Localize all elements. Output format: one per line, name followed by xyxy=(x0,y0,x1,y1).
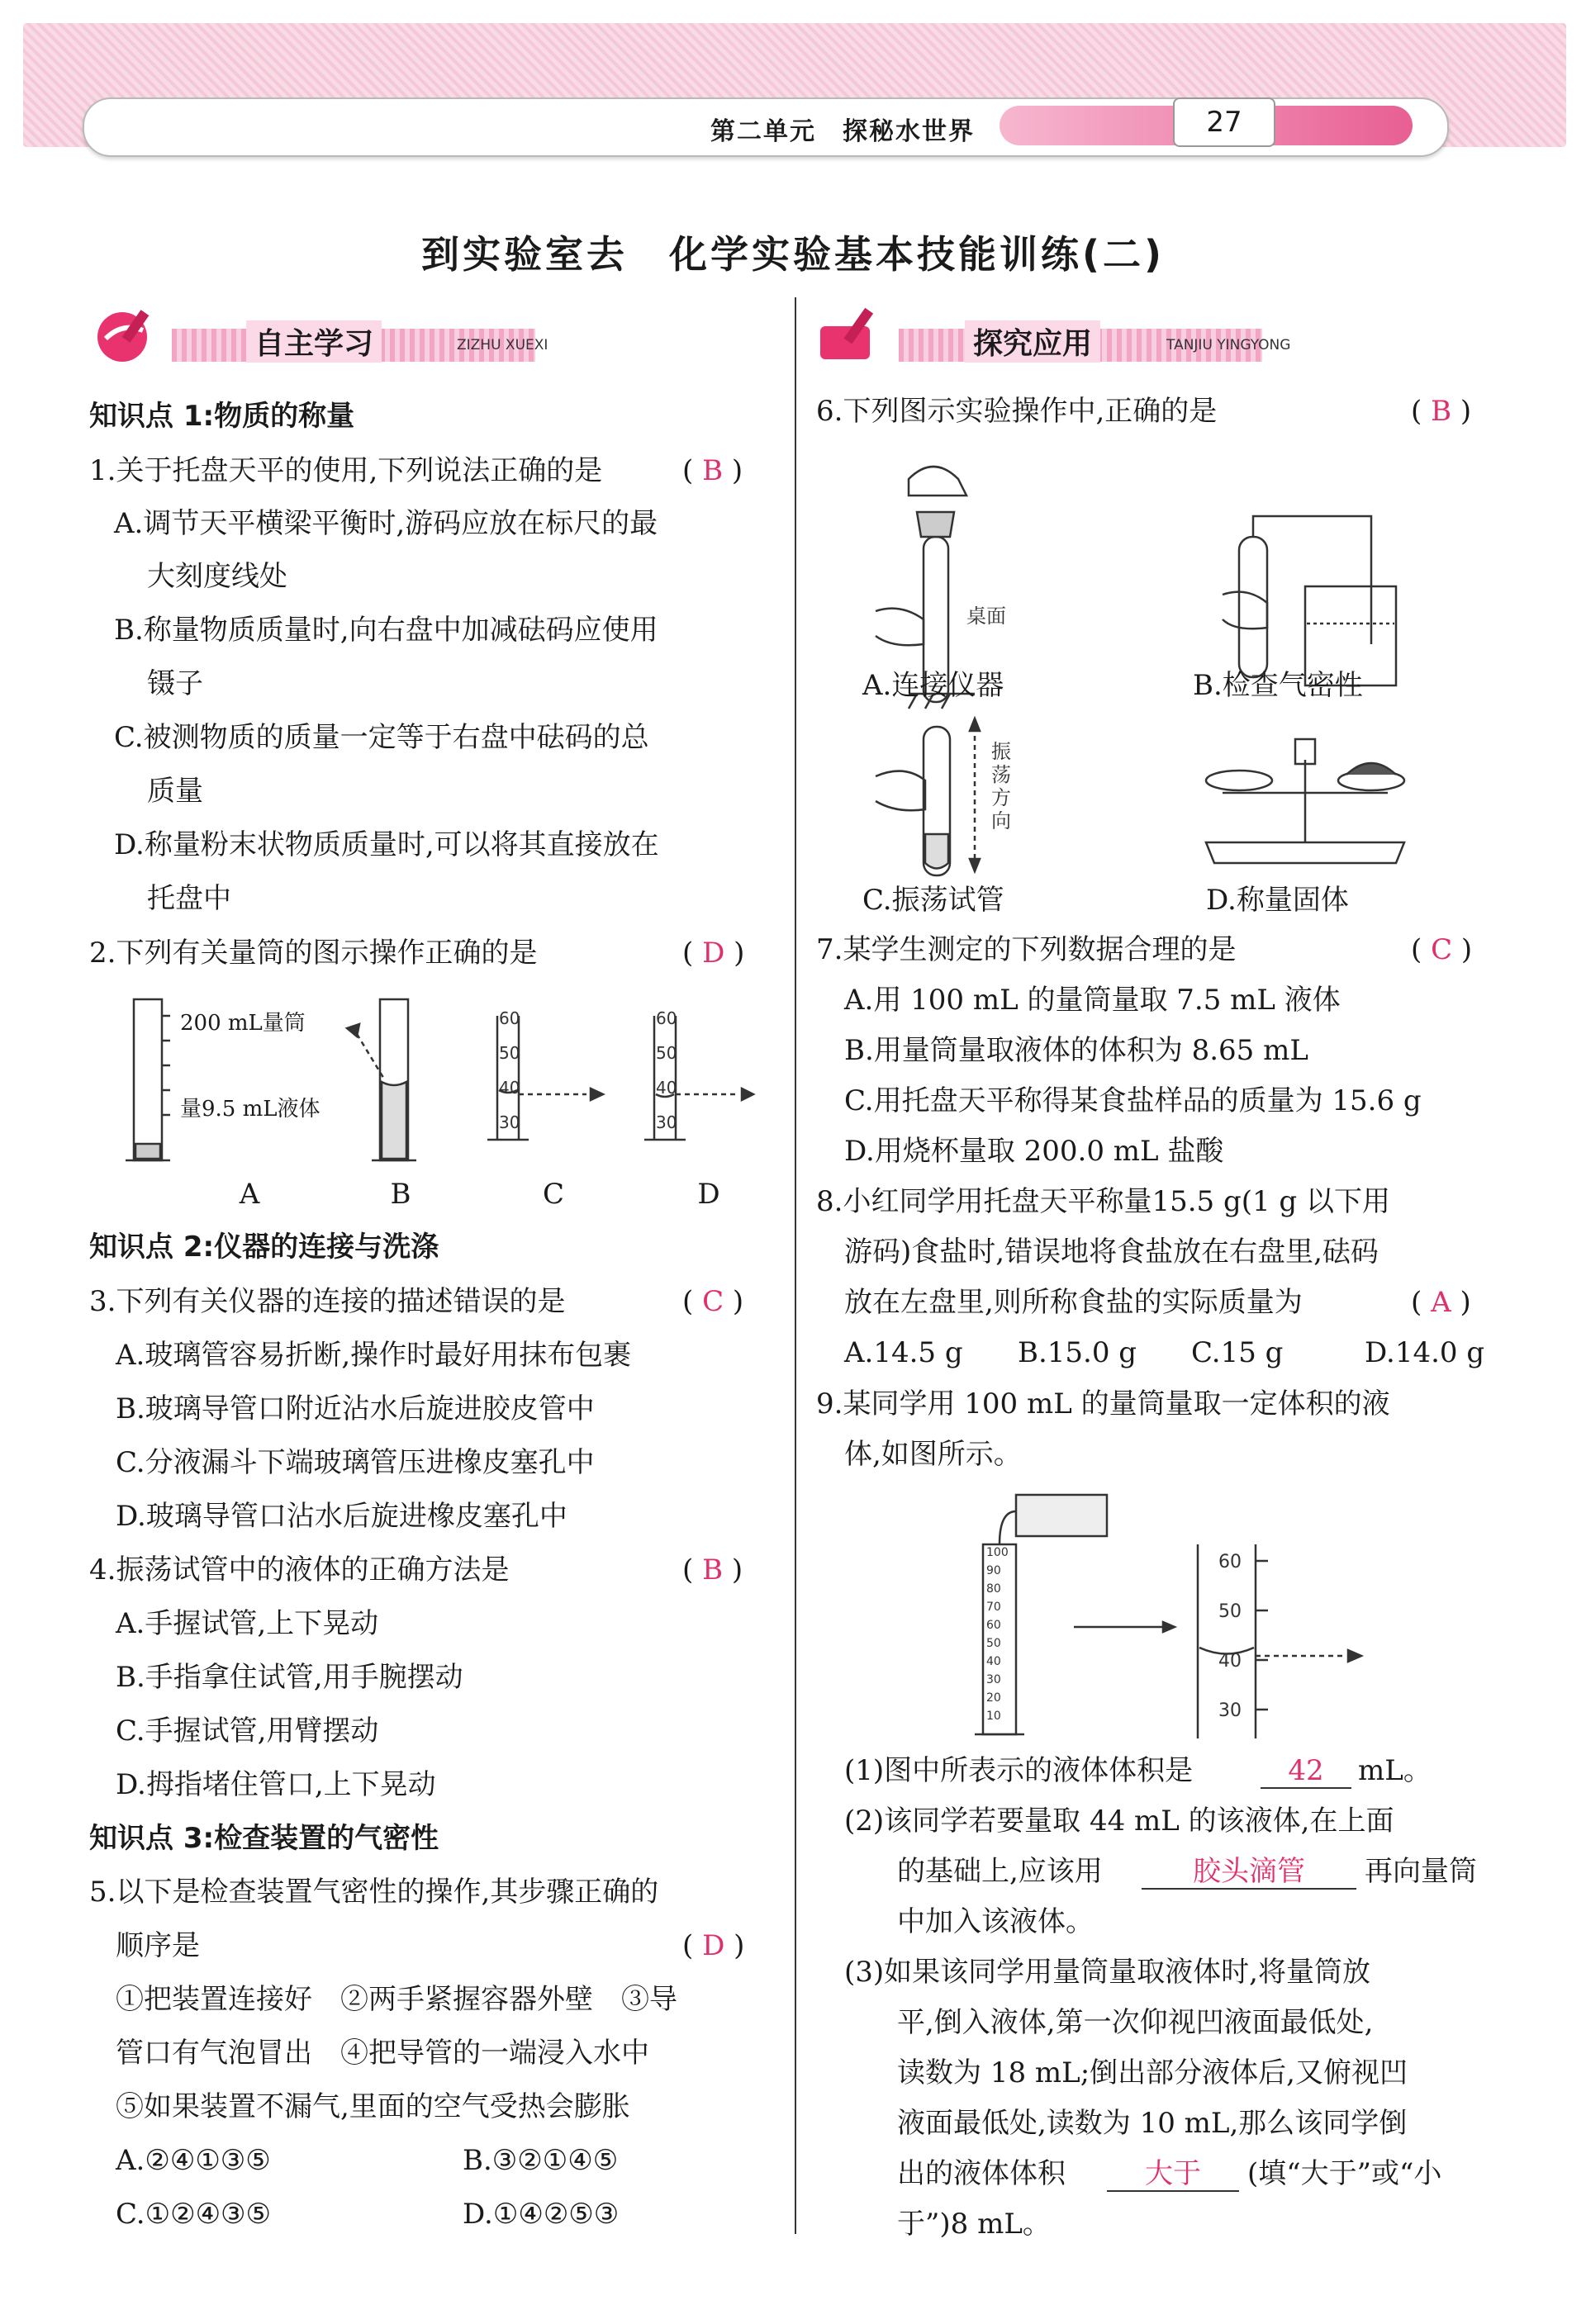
tick-label: 50 xyxy=(499,1043,520,1063)
q7-line: D.用烧杯量取 200.0 mL 盐酸 xyxy=(844,1135,1224,1168)
q5-option: B.③②①④⑤ xyxy=(463,2144,619,2177)
q4-line: D.拇指堵住管口,上下晃动 xyxy=(116,1768,436,1801)
knowledge-point-1: 知识点 1:物质的称量 xyxy=(89,400,355,433)
zoom-tick: 30 xyxy=(1218,1700,1242,1721)
big-tick: 40 xyxy=(986,1655,1001,1668)
q2-option: C xyxy=(542,1178,564,1211)
q1-line: A.调节天平横梁平衡时,游码应放在标尺的最 xyxy=(114,507,658,540)
q2-answer: ( D ) xyxy=(682,937,745,970)
q7-line: B.用量筒量取液体的体积为 8.65 mL xyxy=(844,1034,1308,1067)
q6-caption: C.振荡试管 xyxy=(862,884,1004,917)
big-tick: 20 xyxy=(986,1691,1001,1705)
big-tick: 100 xyxy=(986,1546,1009,1559)
section-header-self-study xyxy=(89,306,651,363)
pencil-icon xyxy=(816,306,890,363)
q4-stem: 4.振荡试管中的液体的正确方法是 xyxy=(89,1553,510,1586)
tick-label: 40 xyxy=(499,1078,520,1098)
q9-p2-after: 再向量筒 xyxy=(1365,1855,1477,1888)
column-divider xyxy=(795,297,796,2234)
q4-answer: ( B ) xyxy=(682,1553,743,1586)
desk-label: 桌面 xyxy=(966,605,1006,628)
q8-line: 8.小红同学用托盘天平称量15.5 g(1 g 以下用 xyxy=(816,1185,1390,1218)
q6-stem: 6.下列图示实验操作中,正确的是 xyxy=(816,395,1218,428)
q3-line: A.玻璃管容易折断,操作时最好用抹布包裹 xyxy=(116,1339,632,1372)
q8-answer: ( A ) xyxy=(1411,1286,1471,1319)
q9-p1-text: (1)图中所表示的液体体积是 xyxy=(844,1754,1194,1787)
q6-caption: D.称量固体 xyxy=(1206,884,1349,917)
big-tick: 50 xyxy=(986,1637,1001,1650)
q4-line: A.手握试管,上下晃动 xyxy=(116,1607,379,1640)
q1-line: B.称量物质质量时,向右盘中加减砝码应使用 xyxy=(114,614,658,647)
q3-line: D.玻璃导管口沾水后旋进橡皮塞孔中 xyxy=(116,1500,567,1533)
big-tick: 90 xyxy=(986,1564,1001,1577)
q9-p2-blank: 胶头滴管 xyxy=(1142,1855,1356,1890)
shake-char: 向 xyxy=(991,809,1011,832)
shake-char: 荡 xyxy=(991,763,1011,786)
q5-option: A.②④①③⑤ xyxy=(116,2144,271,2177)
q1-answer: ( B ) xyxy=(682,454,743,487)
tick-label: 50 xyxy=(656,1043,677,1063)
q1-line: 托盘中 xyxy=(147,882,231,915)
q9-line: 体,如图所示。 xyxy=(844,1438,1022,1471)
q7-line: C.用托盘天平称得某食盐样品的质量为 15.6 g xyxy=(844,1084,1422,1117)
q7-stem: 7.某学生测定的下列数据合理的是 xyxy=(816,933,1237,966)
q9-p2-line: (2)该同学若要量取 44 mL 的该液体,在上面 xyxy=(844,1805,1394,1838)
q1-line: D.称量粉末状物质质量时,可以将其直接放在 xyxy=(114,828,659,861)
section-en: TANJIU YINGYONG xyxy=(1166,337,1291,353)
q5-stem: 5.以下是检查装置气密性的操作,其步骤正确的 xyxy=(89,1876,659,1909)
q2-liquid-label: 量9.5 mL液体 xyxy=(180,1097,321,1122)
tick-label: 30 xyxy=(656,1112,677,1132)
q4-line: C.手握试管,用臂摆动 xyxy=(116,1715,379,1748)
q9-cylinder-diagram xyxy=(975,1487,1404,1743)
tick-label: 40 xyxy=(656,1078,677,1098)
q1-line: 镊子 xyxy=(147,667,203,700)
q2-option: A xyxy=(239,1178,260,1211)
q3-line: B.玻璃导管口附近沾水后旋进胶皮管中 xyxy=(116,1392,595,1425)
q1-stem: 1.关于托盘天平的使用,下列说法正确的是 xyxy=(89,454,603,487)
section-header-explore xyxy=(816,306,1378,363)
q5-step-line: ⑤如果装置不漏气,里面的空气受热会膨胀 xyxy=(116,2090,630,2123)
q9-p2-line: 中加入该液体。 xyxy=(897,1905,1094,1938)
knowledge-point-3: 知识点 3:检查装置的气密性 xyxy=(89,1822,439,1855)
q8-option: B.15.0 g xyxy=(1018,1336,1137,1369)
section-label: 自主学习 xyxy=(246,320,382,363)
big-tick: 10 xyxy=(986,1710,1001,1723)
q8-option: C.15 g xyxy=(1191,1336,1284,1369)
q5-step-line: 管口有气泡冒出 ④把导管的一端浸入水中 xyxy=(116,2037,649,2070)
q9-p3-line: 平,倒入液体,第一次仰视凹液面最低处, xyxy=(897,2006,1374,2039)
section-en: ZIZHU XUEXI xyxy=(457,337,548,353)
q2-option: D xyxy=(697,1178,720,1211)
tick-label: 30 xyxy=(499,1112,520,1132)
q9-p3-line: 于”)8 mL。 xyxy=(897,2208,1051,2241)
q2-cylinder-label: 200 mL量筒 xyxy=(180,1011,306,1036)
q5-step-line: ①把装置连接好 ②两手紧握容器外壁 ③导 xyxy=(116,1983,677,2016)
q5-stem-2: 顺序是 xyxy=(116,1929,200,1962)
zoom-tick: 50 xyxy=(1218,1601,1242,1622)
q3-stem: 3.下列有关仪器的连接的描述错误的是 xyxy=(89,1285,566,1318)
q3-answer: ( C ) xyxy=(682,1285,744,1318)
shake-char: 方 xyxy=(991,786,1011,809)
zoom-tick: 40 xyxy=(1218,1651,1242,1672)
q9-p3-after: (填“大于”或“小 xyxy=(1247,2157,1442,2190)
q5-answer: ( D ) xyxy=(682,1929,745,1962)
q8-line: 放在左盘里,则所称食盐的实际质量为 xyxy=(844,1286,1303,1319)
big-tick: 30 xyxy=(986,1673,1001,1686)
big-tick: 60 xyxy=(986,1619,1001,1632)
q9-p3-blank: 大于 xyxy=(1107,2157,1239,2192)
q6-caption: A.连接仪器 xyxy=(862,669,1004,702)
q8-option: D.14.0 g xyxy=(1365,1336,1485,1369)
q9-p3-text: 出的液体体积 xyxy=(897,2157,1066,2190)
q2-stem: 2.下列有关量筒的图示操作正确的是 xyxy=(89,937,538,970)
q6-caption: B.检查气密性 xyxy=(1193,669,1363,702)
zoom-tick: 60 xyxy=(1218,1552,1242,1572)
q1-line: 大刻度线处 xyxy=(147,560,287,593)
big-tick: 70 xyxy=(986,1601,1001,1614)
q2-option: B xyxy=(390,1178,411,1211)
q9-p3-line: (3)如果该同学用量筒量取液体时,将量筒放 xyxy=(844,1956,1370,1989)
tick-label: 60 xyxy=(499,1008,520,1028)
q9-line: 9.某同学用 100 mL 的量筒量取一定体积的液 xyxy=(816,1387,1390,1420)
knowledge-point-2: 知识点 2:仪器的连接与洗涤 xyxy=(89,1231,439,1264)
q8-option: A.14.5 g xyxy=(844,1336,963,1369)
q1-line: C.被测物质的质量一定等于右盘中砝码的总 xyxy=(114,721,649,754)
page-number: 27 xyxy=(1173,97,1275,147)
pencil-icon xyxy=(89,306,164,363)
q9-p3-line: 读数为 18 mL;倒出部分液体后,又俯视凹 xyxy=(897,2056,1408,2089)
section-label: 探究应用 xyxy=(965,320,1100,363)
shake-char: 振 xyxy=(991,740,1011,763)
q5-option: D.①④②⑤③ xyxy=(463,2198,620,2231)
q1-line: 质量 xyxy=(147,775,203,808)
q8-line: 游码)食盐时,错误地将食盐放在右盘里,砝码 xyxy=(844,1236,1379,1269)
q4-line: B.手指拿住试管,用手腕摆动 xyxy=(116,1661,463,1694)
page-title: 到实验室去 化学实验基本技能训练(二) xyxy=(420,232,1166,277)
q6-answer: ( B ) xyxy=(1411,395,1472,428)
q7-line: A.用 100 mL 的量筒量取 7.5 mL 液体 xyxy=(844,984,1341,1017)
q5-option: C.①②④③⑤ xyxy=(116,2198,272,2231)
tick-label: 60 xyxy=(656,1008,677,1028)
q3-line: C.分液漏斗下端玻璃管压进橡皮塞孔中 xyxy=(116,1446,595,1479)
q9-p1-after: mL。 xyxy=(1358,1754,1432,1787)
q9-p3-line: 液面最低处,读数为 10 mL,那么该同学倒 xyxy=(897,2107,1408,2140)
q9-p1-blank: 42 xyxy=(1261,1754,1351,1789)
q9-p2-text: 的基础上,应该用 xyxy=(897,1855,1103,1888)
q7-answer: ( C ) xyxy=(1411,933,1473,966)
big-tick: 80 xyxy=(986,1582,1001,1596)
unit-title: 第二单元 探秘水世界 xyxy=(710,117,975,146)
